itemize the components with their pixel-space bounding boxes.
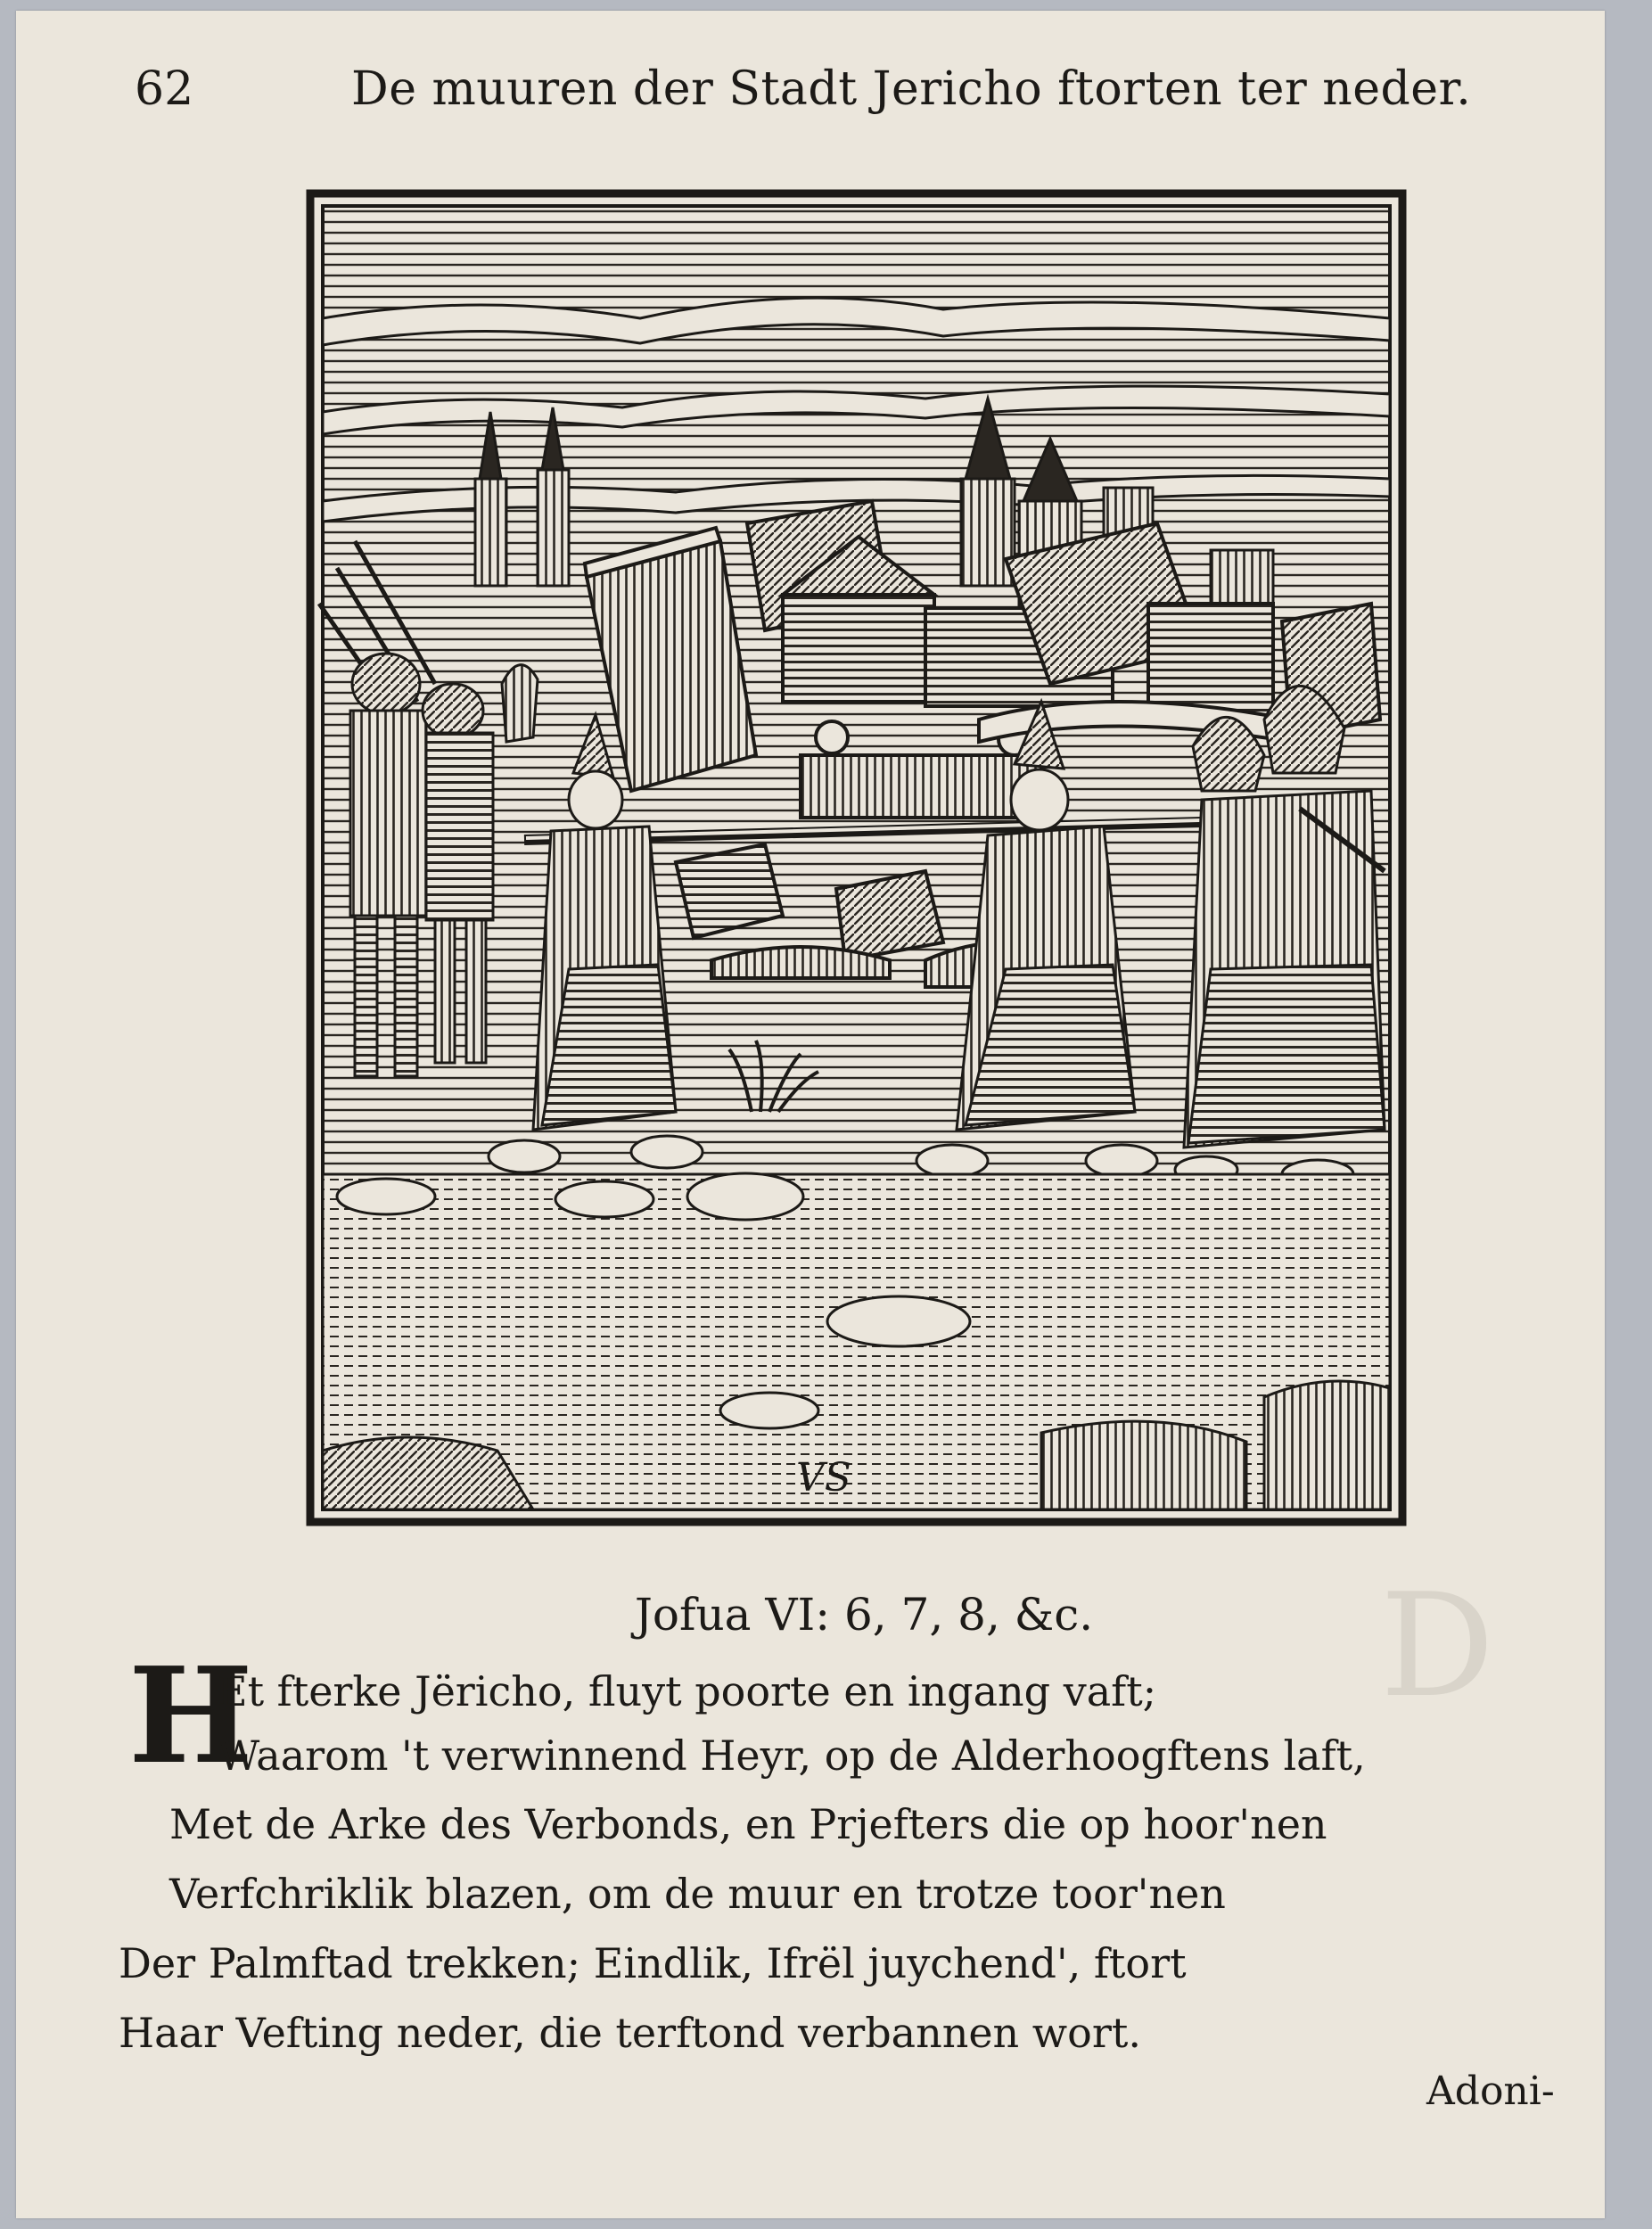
bleed-through: D xyxy=(1380,1562,1495,1729)
verse-line-4: Verfchriklik blazen, om de muur en trotze toor'nen xyxy=(169,1870,1226,1918)
catchword: Adoni- xyxy=(1426,2069,1555,2114)
page-number: 62 xyxy=(135,62,194,116)
ground xyxy=(323,1173,1390,1509)
monogram: VS xyxy=(796,1455,851,1501)
verse-line-2: Waarom 't verwinnend Heyr, op de Alderhoogftens laft, xyxy=(218,1731,1366,1780)
verse-line-1: Et fterke Jëricho, fluyt poorte en ingang vaft; xyxy=(218,1667,1157,1715)
verse-line-5: Der Palmftad trekken; Eindlik, Ifrël juychend', ftort xyxy=(119,1939,1187,1987)
scripture-reference: Jofua VI: 6, 7, 8, &c. xyxy=(634,1589,1094,1641)
woodcut-illustration xyxy=(301,185,1411,1558)
drop-cap: H xyxy=(128,1638,253,1793)
verse-line-3: Met de Arke des Verbonds, en Prjefters die op hoor'nen xyxy=(169,1800,1327,1848)
running-head: De muuren der Stadt Jericho ftorten ter neder. xyxy=(351,62,1472,116)
book-page xyxy=(16,11,1605,2218)
verse-line-6: Haar Vefting neder, die terftond verbannen wort. xyxy=(119,2009,1141,2057)
